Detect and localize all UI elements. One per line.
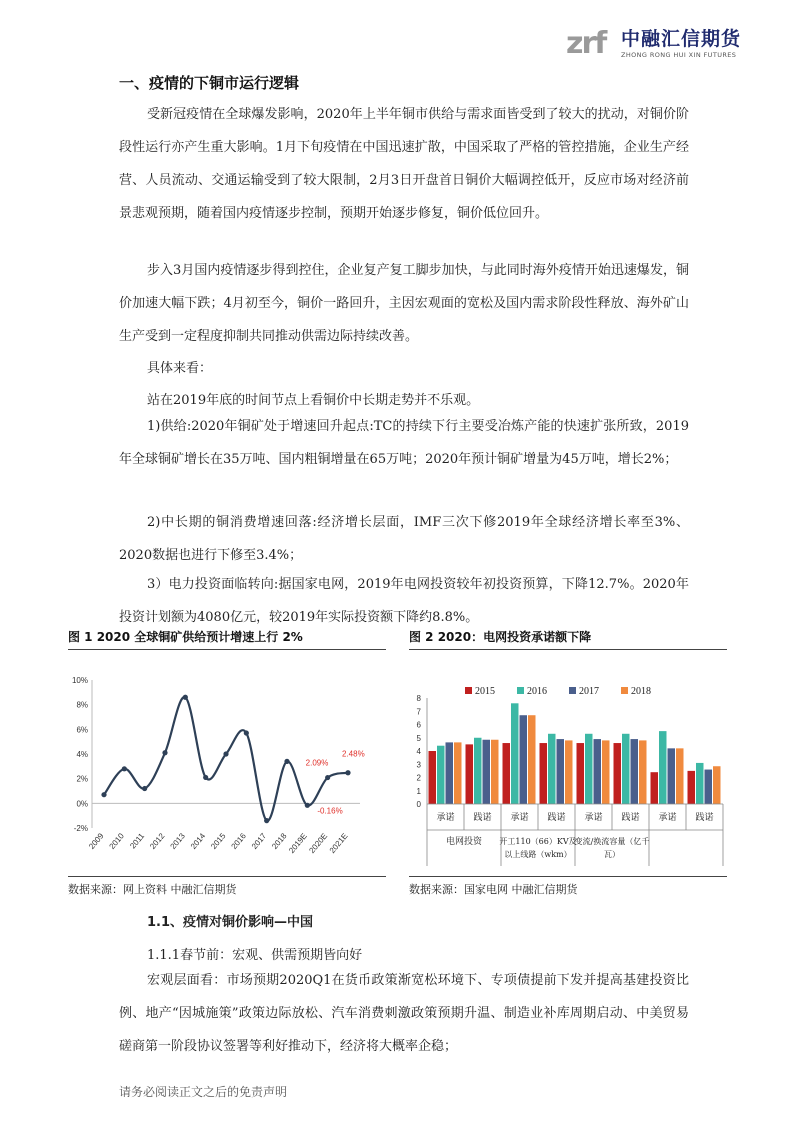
figure-2-bottom-rule — [409, 876, 727, 877]
y-tick-label: 2% — [76, 774, 88, 784]
disclaimer-footer: 请务必阅读正文之后的免责声明 — [119, 1085, 288, 1099]
paragraph-supply: 1)供给:2020年铜矿处于增速回升起点:TC的持续下行主要受冶炼产能的快速扩张所致，2019年全球铜矿增长在35万吨、国内粗铜增量在65万吨；2020年预计铜矿增量为45万吨，增长2%； — [119, 419, 689, 467]
legend-swatch — [621, 687, 628, 694]
data-point — [203, 775, 208, 780]
bar — [511, 703, 519, 804]
figure-1-bottom-rule — [68, 876, 386, 877]
x-tick-label: 2021E — [327, 831, 350, 856]
bar — [454, 742, 462, 804]
bar — [466, 744, 474, 804]
paragraph-1: 受新冠疫情在全球爆发影响，2020年上半年铜市供给与需求面皆受到了较大的扰动，对铜价阶段性运行亦产生重大影响。1月下旬疫情在中国迅速扩散，中国采取了严格的管控措施，企业生产经营、人员流动、交通运输受到了较大限制，2月3日开盘首日铜价大幅调控低开，反应市场对经济前景悲观预期，随着国内疫情逐步控制，预期开始逐步修复，铜价低位回升。 — [119, 107, 689, 221]
legend-label: 2015 — [475, 686, 495, 697]
data-point — [122, 766, 127, 771]
x-tick-label: 2009 — [87, 831, 106, 851]
y-tick-label: 0 — [416, 800, 421, 809]
x-tick-label: 2016 — [229, 831, 248, 851]
bar — [614, 743, 622, 804]
logo-chinese-name: 中融汇信期货 — [621, 28, 742, 50]
bar — [437, 746, 445, 804]
data-point — [264, 818, 269, 823]
y-tick-label: 6% — [76, 725, 88, 735]
group-label-line-1: 变流/换流容量（亿千 — [574, 837, 650, 846]
x-tick-label: 2015 — [209, 831, 228, 851]
logo-english-name: ZHONG RONG HUI XIN FUTURES — [621, 51, 737, 59]
data-point — [101, 792, 106, 797]
paragraph-power-investment: 3）电力投资面临转向:据国家电网，2019年电网投资较年初投资预算，下降12.7%。2020年投资计划额为4080亿元，较2019年实际投资额下降约8.8%。 — [119, 577, 689, 625]
bar — [585, 734, 593, 804]
paragraph-macro: 宏观层面看：市场预期2020Q1在货币政策渐宽松环境下、专项债提前下发并提高基建投资比例、地产“因城施策”政策边际放松、汽车消费刺激政策预期升温、制造业补库周期启动、中美贸易磋商第一阶段协议签署等利好推动下，经济将大概率企稳； — [119, 973, 689, 1054]
y-tick-label: 4% — [76, 750, 88, 759]
bar — [688, 771, 696, 804]
y-tick-label: 8% — [76, 700, 88, 710]
figure-2-title: 图 2 2020：电网投资承诺额下降 — [409, 630, 592, 644]
bar — [622, 734, 630, 804]
figure-2-source: 数据来源：国家电网 中融汇信期货 — [409, 883, 578, 896]
y-tick-label: 5 — [416, 733, 421, 743]
x-tick-label: 2019E — [287, 831, 309, 856]
bar — [474, 738, 482, 804]
bar — [528, 715, 536, 804]
legend-swatch — [465, 687, 472, 694]
category-label: 承诺 — [658, 813, 677, 823]
logo-mark: zrf — [566, 26, 606, 61]
data-point — [244, 730, 249, 735]
category-label: 承诺 — [584, 813, 603, 823]
y-tick-label: 4 — [416, 747, 421, 756]
y-tick-label: 6 — [416, 720, 421, 730]
x-tick-label: 2010 — [107, 831, 126, 851]
bar — [503, 743, 511, 804]
legend-swatch — [517, 687, 524, 694]
data-label: -0.16% — [317, 806, 343, 816]
bar — [491, 740, 499, 804]
group-label: 电网投资 — [445, 837, 483, 847]
category-label: 承诺 — [510, 813, 529, 823]
category-label: 践诺 — [621, 813, 640, 823]
bar — [705, 770, 713, 804]
category-label: 承诺 — [436, 813, 455, 823]
group-label-line-1: 开工110（66）KV及 — [499, 837, 577, 846]
data-point — [162, 750, 167, 755]
y-tick-label: -2% — [73, 824, 88, 833]
y-tick-label: 10% — [71, 676, 88, 685]
y-tick-label: 8 — [416, 694, 421, 703]
data-label: 2.48% — [342, 749, 365, 759]
company-logo — [566, 18, 771, 70]
legend-label: 2017 — [579, 686, 599, 697]
bar — [676, 748, 684, 804]
bar — [557, 739, 565, 804]
data-point — [284, 759, 289, 764]
grid-investment-bar-chart — [405, 680, 730, 870]
paragraph-consumption: 2)中长期的铜消费增速回落:经济增长层面，IMF三次下修2019年全球经济增长率至3%、2020数据也进行下修至3.4%； — [119, 515, 689, 563]
data-label: 2.09% — [305, 758, 329, 768]
data-point — [325, 775, 330, 780]
bar — [639, 740, 647, 804]
group-label-line-2: 以上线路（wkm） — [504, 850, 572, 859]
figure-1-top-rule — [68, 649, 386, 650]
data-point — [223, 751, 228, 756]
x-tick-label: 2012 — [148, 831, 167, 851]
bar — [594, 739, 602, 804]
bar — [659, 731, 667, 804]
figure-1-source: 数据来源：网上资料 中融汇信期货 — [68, 883, 237, 896]
legend-swatch — [569, 687, 576, 694]
data-point — [305, 803, 310, 808]
bar — [446, 742, 454, 804]
x-tick-label: 2017 — [249, 831, 269, 851]
group-label-line-2: 瓦） — [604, 850, 620, 859]
legend-label: 2018 — [631, 686, 651, 697]
paragraph-2: 步入3月国内疫情逐步得到控住，企业复产复工脚步加快，与此同时海外疫情开始迅速爆发，铜价加速大幅下跌；4月初至今，铜价一路回升，主因宏观面的宽松及国内需求阶段性释放、海外矿山生产受到一定程度抑制共同推动供需边际持续改善。 — [119, 263, 689, 344]
bar — [651, 772, 659, 804]
bar — [602, 740, 610, 804]
x-tick-label: 2013 — [168, 831, 187, 851]
data-point — [345, 770, 350, 775]
bar — [429, 751, 437, 804]
x-tick-label: 2011 — [128, 831, 147, 851]
figure-1-title: 图 1 2020 全球铜矿供给预计增速上行 2% — [68, 630, 303, 644]
bar — [696, 763, 704, 804]
data-point — [142, 786, 147, 791]
bar — [540, 743, 548, 804]
bar — [713, 766, 721, 804]
x-tick-label: 2018 — [270, 831, 289, 851]
y-tick-label: 2 — [416, 773, 421, 783]
bar — [577, 743, 585, 804]
subsection-subtitle: 1.1.1春节前：宏观、供需预期皆向好 — [147, 948, 363, 963]
figure-2-top-rule — [409, 649, 727, 650]
data-point — [183, 695, 188, 700]
x-tick-label: 2020E — [307, 831, 330, 856]
legend-label: 2016 — [527, 686, 547, 697]
bar — [668, 748, 676, 804]
y-tick-label: 1 — [416, 786, 421, 796]
bar — [631, 739, 639, 804]
y-tick-label: 3 — [416, 760, 421, 770]
category-label: 践诺 — [547, 813, 566, 823]
lead-in-line: 具体来看： — [147, 361, 213, 376]
y-tick-label: 7 — [416, 707, 421, 717]
category-label: 践诺 — [473, 813, 492, 823]
bar — [548, 734, 556, 804]
x-tick-label: 2014 — [188, 831, 208, 851]
subsection-title: 1.1、疫情对铜价影响—中国 — [147, 915, 314, 930]
copper-supply-growth-line-chart — [60, 660, 390, 860]
category-label: 践诺 — [695, 813, 714, 823]
section-title: 一、疫情的下铜市运行逻辑 — [119, 74, 300, 92]
bar — [520, 715, 528, 804]
y-tick-label: 0% — [76, 799, 88, 809]
bar — [483, 740, 491, 804]
bar — [565, 740, 573, 804]
intro-line: 站在2019年底的时间节点上看铜价中长期走势并不乐观。 — [147, 393, 480, 408]
